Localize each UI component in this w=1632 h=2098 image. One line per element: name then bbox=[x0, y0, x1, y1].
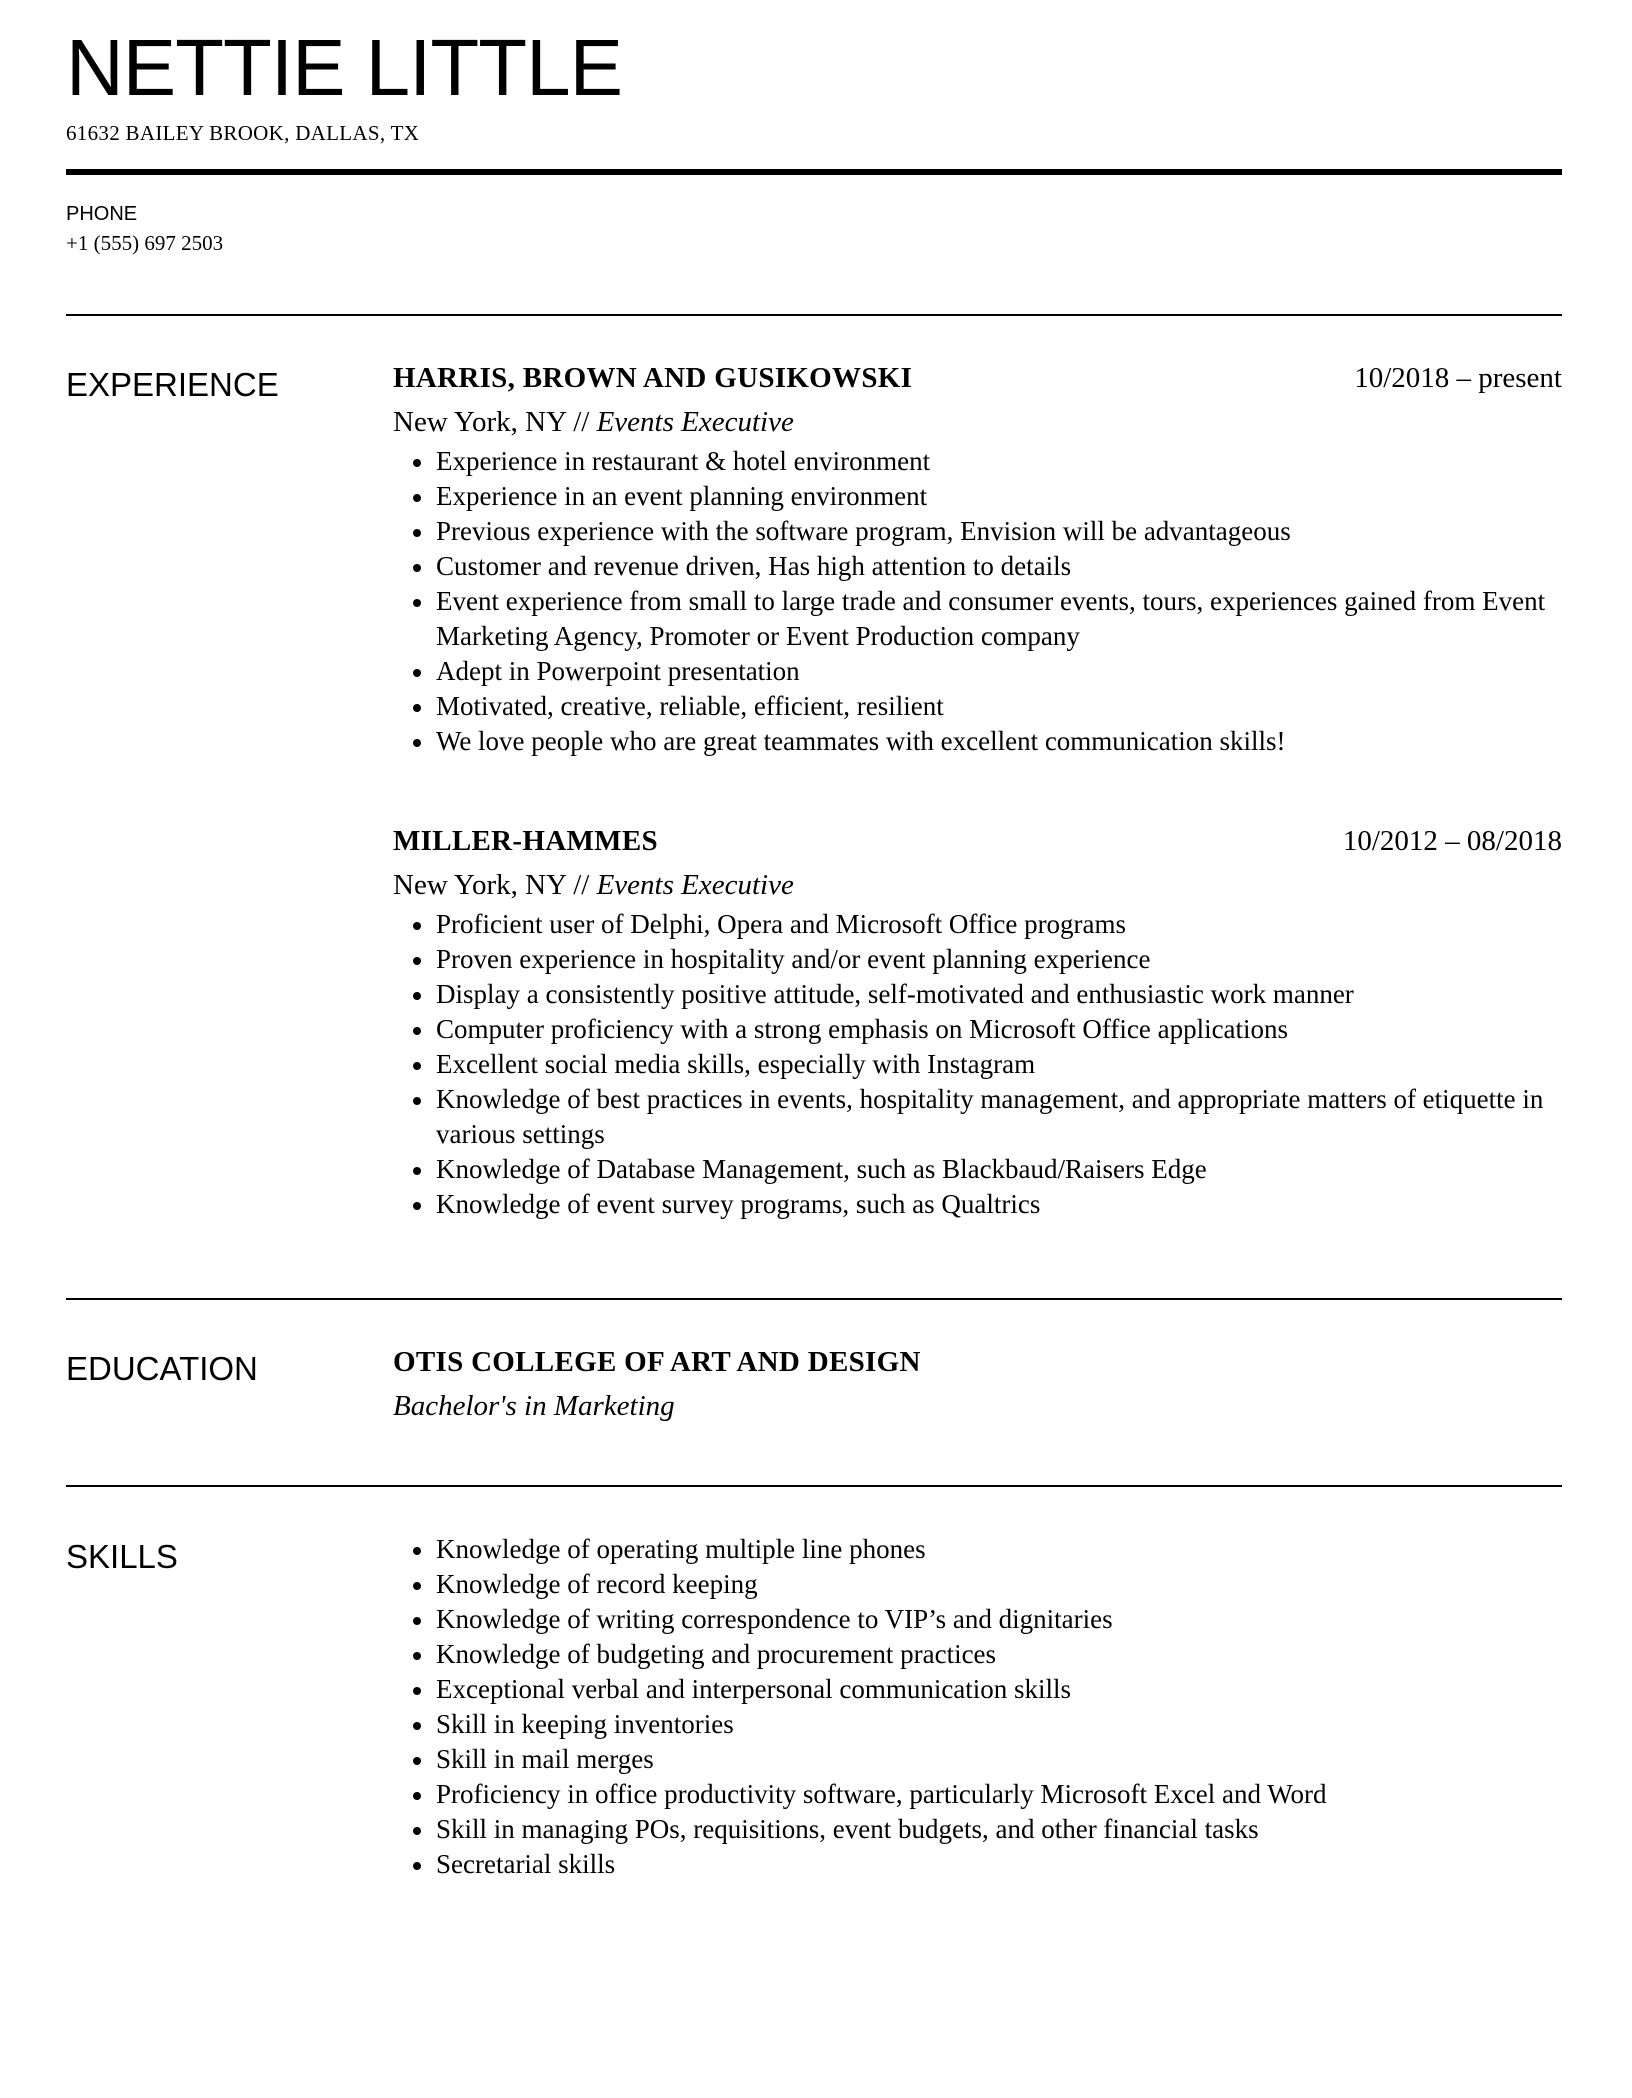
skill-item: Knowledge of writing correspondence to VIP’s and dignitaries bbox=[393, 1602, 1562, 1637]
skill-item: Knowledge of record keeping bbox=[393, 1567, 1562, 1602]
job-bullet: Previous experience with the software program, Envision will be advantageous bbox=[393, 514, 1562, 549]
job-subtitle bbox=[393, 402, 1562, 442]
job-bullet: Adept in Powerpoint presentation bbox=[393, 654, 1562, 689]
job-separator: // bbox=[573, 869, 590, 901]
skill-item: Skill in mail merges bbox=[393, 1742, 1562, 1777]
job-bullet: Experience in restaurant & hotel environment bbox=[393, 444, 1562, 479]
school-name: OTIS COLLEGE OF ART AND DESIGN bbox=[393, 1346, 921, 1378]
job-company: HARRIS, BROWN AND GUSIKOWSKI bbox=[393, 362, 913, 394]
skill-item: Proficiency in office productivity software, particularly Microsoft Excel and Word bbox=[393, 1777, 1562, 1812]
job-bullet: Knowledge of best practices in events, hospitality management, and appropriate matters of etiquette in various settings bbox=[393, 1082, 1562, 1152]
job-header bbox=[393, 362, 1562, 402]
skills-list bbox=[393, 1532, 1562, 1882]
skill-item: Skill in managing POs, requisitions, event budgets, and other financial tasks bbox=[393, 1812, 1562, 1847]
candidate-name: NETTIE LITTLE bbox=[66, 23, 622, 112]
job-dates: 10/2018 – present bbox=[1354, 362, 1562, 394]
job-bullet: Experience in an event planning environment bbox=[393, 479, 1562, 514]
candidate-address: 61632 BAILEY BROOK, DALLAS, TX bbox=[66, 121, 420, 145]
experience-heading: EXPERIENCE bbox=[66, 366, 279, 403]
section-divider bbox=[66, 1298, 1562, 1300]
skill-item: Knowledge of operating multiple line phones bbox=[393, 1532, 1562, 1567]
phone-value: +1 (555) 697 2503 bbox=[66, 231, 224, 255]
job-subtitle bbox=[393, 865, 1562, 905]
skill-item: Secretarial skills bbox=[393, 1847, 1562, 1882]
job-role: Events Executive bbox=[596, 869, 794, 901]
job-separator: // bbox=[573, 406, 590, 438]
job-entry bbox=[393, 362, 1562, 759]
job-bullet: Knowledge of event survey programs, such as Qualtrics bbox=[393, 1187, 1562, 1222]
section-divider bbox=[66, 314, 1562, 316]
job-bullet: Motivated, creative, reliable, efficient, resilient bbox=[393, 689, 1562, 724]
job-bullet: We love people who are great teammates with excellent communication skills! bbox=[393, 724, 1562, 759]
job-bullet: Excellent social media skills, especially with Instagram bbox=[393, 1047, 1562, 1082]
job-bullet: Knowledge of Database Management, such as Blackbaud/Raisers Edge bbox=[393, 1152, 1562, 1187]
job-bullet: Display a consistently positive attitude, self-motivated and enthusiastic work manner bbox=[393, 977, 1562, 1012]
job-bullets bbox=[393, 907, 1562, 1222]
job-header bbox=[393, 825, 1562, 865]
job-bullet: Proficient user of Delphi, Opera and Microsoft Office programs bbox=[393, 907, 1562, 942]
job-dates: 10/2012 – 08/2018 bbox=[1342, 825, 1562, 857]
job-role: Events Executive bbox=[596, 406, 794, 438]
job-entry bbox=[393, 825, 1562, 1222]
job-bullets bbox=[393, 444, 1562, 759]
education-heading: EDUCATION bbox=[66, 1350, 258, 1387]
skills-heading: SKILLS bbox=[66, 1538, 178, 1575]
section-divider bbox=[66, 1485, 1562, 1487]
job-company: MILLER-HAMMES bbox=[393, 825, 658, 857]
skills-entry bbox=[393, 1532, 1562, 1882]
job-bullet: Proven experience in hospitality and/or event planning experience bbox=[393, 942, 1562, 977]
education-header bbox=[393, 1346, 1562, 1386]
header-divider bbox=[66, 169, 1562, 175]
phone-label: PHONE bbox=[66, 203, 138, 225]
job-location: New York, NY bbox=[393, 869, 566, 901]
job-bullet: Event experience from small to large trade and consumer events, tours, experiences gained from Event Marketing Agency, Promoter or Event Production company bbox=[393, 584, 1562, 654]
skill-item: Skill in keeping inventories bbox=[393, 1707, 1562, 1742]
job-bullet: Computer proficiency with a strong emphasis on Microsoft Office applications bbox=[393, 1012, 1562, 1047]
job-bullet: Customer and revenue driven, Has high attention to details bbox=[393, 549, 1562, 584]
education-entry bbox=[393, 1346, 1562, 1426]
skill-item: Exceptional verbal and interpersonal communication skills bbox=[393, 1672, 1562, 1707]
degree: Bachelor's in Marketing bbox=[393, 1390, 675, 1422]
skill-item: Knowledge of budgeting and procurement practices bbox=[393, 1637, 1562, 1672]
job-location: New York, NY bbox=[393, 406, 566, 438]
